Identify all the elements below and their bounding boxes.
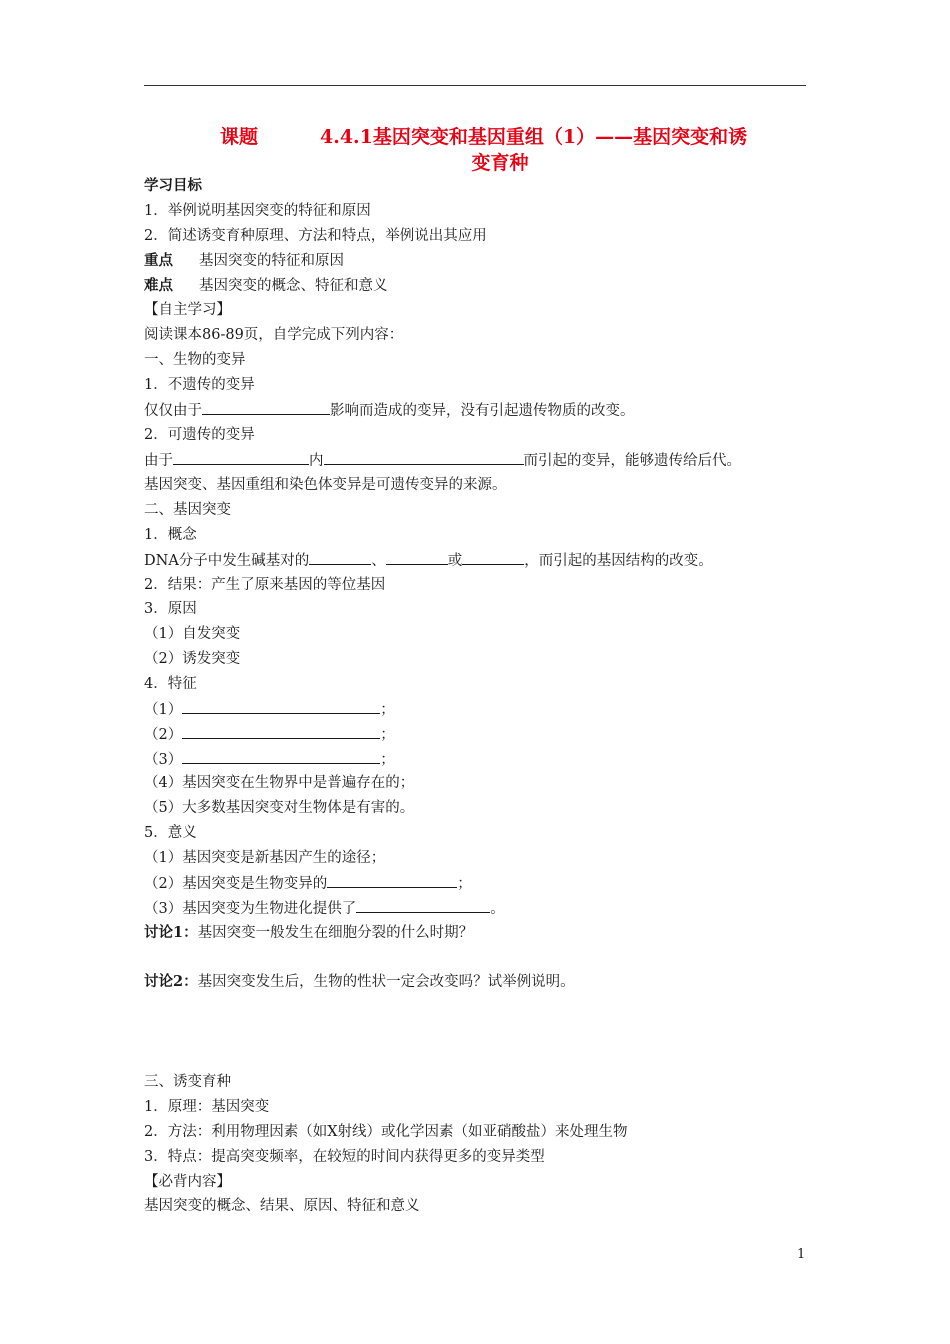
section-2-3-1: （1）自发突变 bbox=[144, 626, 241, 642]
discussion-1-text: 基因突变一般发生在细胞分裂的什么时期？ bbox=[197, 925, 474, 941]
section-2-3-2: （2）诱发突变 bbox=[144, 651, 241, 667]
section-1-2-fill bbox=[144, 450, 741, 471]
key-point-text: 基因突变的特征和原因 bbox=[199, 253, 344, 269]
fill-text: ，而引起的基因结构的改变。 bbox=[524, 553, 713, 569]
significance-1: （1）基因突变是新基因产生的途径； bbox=[144, 850, 386, 866]
section-1-2: 2．可遗传的变异 bbox=[144, 427, 255, 443]
answer-blank[interactable] bbox=[386, 550, 448, 565]
discussion-2-text: 基因突变发生后，生物的性状一定会改变吗？试举例说明。 bbox=[197, 974, 575, 990]
objective-1: 1．举例说明基因突变的特征和原因 bbox=[144, 203, 371, 219]
fill-text: DNA分子中发生碱基对的 bbox=[144, 553, 310, 569]
difficult-point-text: 基因突变的概念、特征和意义 bbox=[199, 278, 388, 294]
section-3-3: 3．特点：提高突变频率，在较短的时间内获得更多的变异类型 bbox=[144, 1149, 545, 1165]
difficult-point-label: 难点 bbox=[144, 277, 173, 294]
feature-3 bbox=[144, 749, 395, 770]
feature-4: （4）基因突变在生物界中是普遍存在的； bbox=[144, 775, 415, 791]
fill-text: 仅仅由于 bbox=[144, 403, 202, 419]
discussion-1 bbox=[144, 923, 473, 943]
key-point bbox=[144, 251, 344, 271]
fill-text: 影响而造成的变异，没有引起遗传物质的改变。 bbox=[330, 403, 635, 419]
significance-3 bbox=[144, 898, 505, 919]
fill-text: 。 bbox=[490, 901, 505, 917]
answer-blank[interactable] bbox=[182, 749, 380, 764]
fill-text: 内 bbox=[309, 453, 324, 469]
section-1-3: 基因突变、基因重组和染色体变异是可遗传变异的来源。 bbox=[144, 477, 507, 493]
fill-text: ； bbox=[380, 752, 395, 768]
section-2-1-fill bbox=[144, 550, 713, 571]
page-number: 1 bbox=[797, 1247, 806, 1262]
answer-blank[interactable] bbox=[309, 550, 371, 565]
title-label: 课题 bbox=[220, 126, 259, 148]
feature-5: （5）大多数基因突变对生物体是有害的。 bbox=[144, 800, 415, 816]
objectives-heading: 学习目标 bbox=[144, 177, 202, 194]
header-rule bbox=[144, 85, 806, 86]
title-main: 4.4.1基因突变和基因重组（1）——基因突变和诱 bbox=[320, 126, 748, 148]
section-2-1: 1．概念 bbox=[144, 527, 197, 543]
fill-text: 或 bbox=[447, 553, 463, 569]
section-3-1: 1．原理：基因突变 bbox=[144, 1099, 270, 1115]
section-3-2: 2．方法：利用物理因素（如X射线）或化学因素（如亚硝酸盐）来处理生物 bbox=[144, 1124, 628, 1140]
discussion-1-label: 讨论1： bbox=[144, 924, 198, 941]
answer-blank[interactable] bbox=[182, 699, 380, 714]
significance-2 bbox=[144, 873, 472, 894]
section-2-4: 4．特征 bbox=[144, 676, 197, 692]
memorize-heading: 【必背内容】 bbox=[144, 1174, 231, 1190]
fill-text: ； bbox=[380, 702, 395, 718]
key-point-label: 重点 bbox=[144, 252, 173, 269]
fill-text: （3） bbox=[144, 752, 183, 768]
section-3-heading: 三、诱变育种 bbox=[144, 1074, 231, 1090]
self-study-intro: 阅读课本86-89页，自学完成下列内容： bbox=[144, 327, 404, 343]
fill-text: 而引起的变异，能够遗传给后代。 bbox=[523, 453, 741, 469]
fill-text: ； bbox=[457, 876, 472, 892]
section-2-2: 2．结果：产生了原来基因的等位基因 bbox=[144, 577, 386, 593]
fill-text: 由于 bbox=[144, 453, 173, 469]
fill-text: 、 bbox=[371, 553, 386, 569]
discussion-2 bbox=[144, 972, 575, 992]
self-study-heading: 【自主学习】 bbox=[144, 302, 231, 318]
memorize-text: 基因突变的概念、结果、原因、特征和意义 bbox=[144, 1198, 420, 1214]
answer-blank[interactable] bbox=[182, 724, 380, 739]
difficult-point bbox=[144, 276, 388, 296]
section-1-1: 1．不遗传的变异 bbox=[144, 377, 255, 393]
section-1-heading: 一、生物的变异 bbox=[144, 352, 246, 368]
fill-text: （1） bbox=[144, 702, 183, 718]
feature-2 bbox=[144, 724, 395, 745]
feature-1 bbox=[144, 699, 395, 720]
answer-blank[interactable] bbox=[462, 550, 524, 565]
answer-blank[interactable] bbox=[327, 873, 457, 888]
answer-blank[interactable] bbox=[324, 450, 524, 465]
section-2-heading: 二、基因突变 bbox=[144, 502, 231, 518]
section-1-1-fill bbox=[144, 400, 635, 421]
fill-text: （2）基因突变是生物变异的 bbox=[144, 876, 328, 892]
answer-blank[interactable] bbox=[356, 898, 490, 913]
fill-text: ； bbox=[380, 727, 395, 743]
objective-2: 2．简述诱变育种原理、方法和特点，举例说出其应用 bbox=[144, 228, 487, 244]
fill-text: （2） bbox=[144, 727, 183, 743]
fill-text: （3）基因突变为生物进化提供了 bbox=[144, 901, 357, 917]
title-continuation: 变育种 bbox=[471, 152, 529, 174]
discussion-2-label: 讨论2： bbox=[144, 973, 198, 990]
section-2-3: 3．原因 bbox=[144, 601, 197, 617]
section-2-5: 5．意义 bbox=[144, 825, 197, 841]
answer-blank[interactable] bbox=[173, 450, 309, 465]
answer-blank[interactable] bbox=[202, 400, 330, 415]
